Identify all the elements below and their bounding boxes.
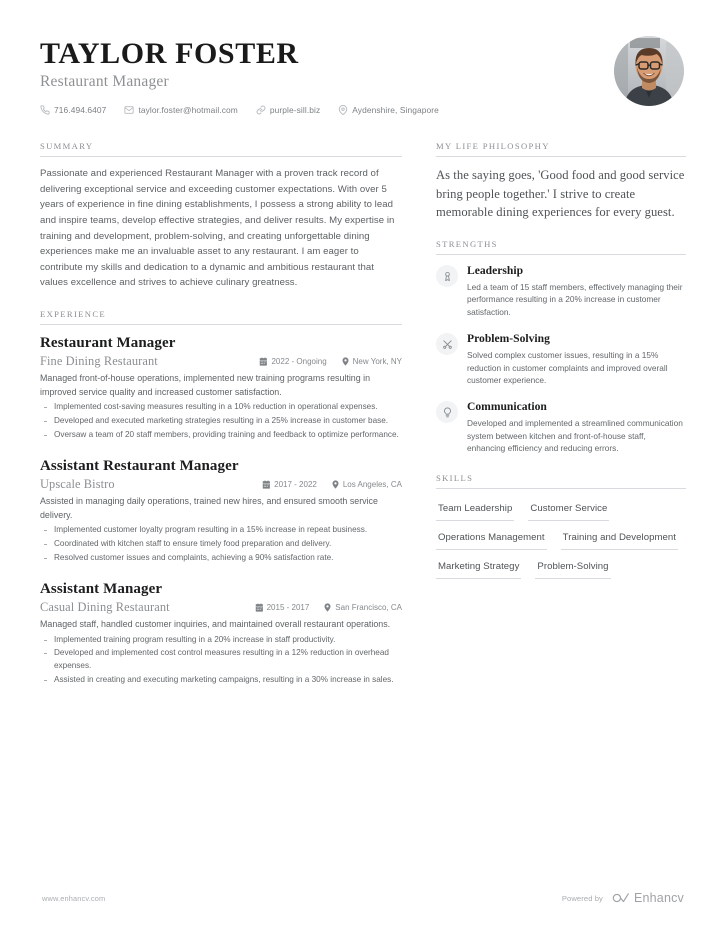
- strength-item: [436, 400, 686, 455]
- experience-dates-text: 2015 - 2017: [266, 603, 310, 613]
- list-item: Oversaw a team of 20 staff members, providing training and feedback to optimize performance.: [40, 429, 402, 442]
- skill-tag: Team Leadership: [436, 498, 514, 521]
- section-experience: [40, 309, 402, 687]
- contact-phone-text: 716.494.6407: [54, 105, 107, 116]
- list-item: Developed and executed marketing strategies resulting in a 25% increase in customer base.: [40, 415, 402, 428]
- location-pin-icon: [338, 105, 348, 115]
- resume-header: [0, 0, 720, 115]
- puzzle-icon: [436, 333, 458, 355]
- enhancv-logo-icon: [612, 892, 629, 904]
- section-divider: [40, 324, 402, 325]
- powered-by-label: Powered by: [561, 893, 603, 903]
- experience-description: Managed front-of-house operations, implemented new training programs resulting in improved service quality and increased customer satisfaction.: [40, 373, 371, 397]
- experience-entry: [40, 580, 402, 687]
- strength-name: Problem-Solving: [467, 332, 550, 346]
- section-title-strengths: STRENGTHS: [436, 239, 498, 250]
- experience-location: [331, 480, 402, 489]
- experience-description: Assisted in managing daily operations, trained new hires, and ensured smooth service delivery.: [40, 496, 378, 520]
- phone-icon: [40, 105, 50, 115]
- section-skills: [436, 473, 686, 585]
- philosophy-text: As the saying goes, 'Good food and good service bring people together.' I strive to create memorable dining experiences for every guest.: [436, 168, 685, 219]
- contact-email-text: taylor.foster@hotmail.com: [138, 105, 238, 116]
- calendar-icon: [259, 357, 268, 366]
- job-title: Restaurant Manager: [40, 73, 169, 91]
- experience-dates: [255, 603, 310, 612]
- list-item: Coordinated with kitchen staff to ensure timely food preparation and delivery.: [40, 538, 402, 551]
- section-divider: [436, 488, 686, 489]
- skill-tag: Customer Service: [528, 498, 609, 521]
- skill-tag: Problem-Solving: [535, 556, 610, 579]
- enhancv-brand-name: Enhancv: [633, 891, 684, 905]
- summary-text: Passionate and experienced Restaurant Manager with a proven track record of delivering exceptional service and exceeding customer expectations. With over 5 years of experience in fine dining establishments, I possess a strong ability to lead and inspire teams, develop effective strategies, and deliver results. My expertise in training and development, problem-solving, and creating unforgettable dining experiences make me an invaluable asset to any restaurant. I am eager to contribute my skills and dedication to a dynamic and ambitious restaurant that values excellence and strives to achieve culinary greatness.: [40, 168, 395, 289]
- experience-dates-text: 2022 - Ongoing: [271, 357, 327, 367]
- experience-location-text: San Francisco, CA: [335, 603, 402, 613]
- experience-company: Upscale Bistro: [40, 477, 115, 492]
- experience-role: Restaurant Manager: [40, 334, 176, 351]
- experience-company: Fine Dining Restaurant: [40, 354, 158, 369]
- strength-name: Communication: [467, 400, 547, 414]
- section-summary: [40, 141, 402, 290]
- experience-bullets: [40, 401, 402, 441]
- section-title-skills: SKILLS: [436, 473, 474, 484]
- calendar-icon: [262, 480, 271, 489]
- experience-location-text: Los Angeles, CA: [342, 480, 402, 490]
- right-column: [436, 141, 686, 603]
- strength-body: [467, 332, 686, 387]
- location-pin-icon: [331, 480, 340, 489]
- avatar: [614, 36, 684, 106]
- location-pin-icon: [323, 603, 332, 612]
- experience-location-text: New York, NY: [352, 357, 402, 367]
- contact-phone[interactable]: [40, 105, 106, 115]
- lightbulb-icon: [436, 401, 458, 423]
- list-item: Assisted in creating and executing marketing campaigns, resulting in a 30% increase in sales.: [40, 674, 402, 687]
- skill-tag: Training and Development: [561, 527, 678, 550]
- strength-item: [436, 264, 686, 319]
- experience-role: Assistant Manager: [40, 580, 163, 597]
- experience-entry: [40, 334, 402, 442]
- footer-brand-block: [562, 891, 684, 905]
- header-text-block: [40, 34, 614, 115]
- footer-website-link[interactable]: www.enhancv.com: [42, 893, 106, 903]
- section-title-philosophy: MY LIFE PHILOSOPHY: [436, 141, 550, 152]
- email-icon: [124, 105, 134, 115]
- resume-columns: [0, 115, 720, 704]
- strength-desc: Developed and implemented a streamlined communication system between kitchen and front-of-house staff, enhancing efficiency and reducing errors.: [467, 417, 683, 454]
- section-divider: [436, 254, 686, 255]
- profile-photo: [614, 36, 684, 106]
- section-title-summary: SUMMARY: [40, 141, 94, 152]
- list-item: Implemented customer loyalty program resulting in a 15% increase in repeat business.: [40, 524, 402, 537]
- section-philosophy: [436, 141, 686, 221]
- strength-name: Leadership: [467, 264, 524, 278]
- contact-email[interactable]: [124, 105, 237, 115]
- section-title-experience: EXPERIENCE: [40, 308, 107, 319]
- strength-body: [467, 264, 686, 319]
- calendar-icon: [255, 603, 264, 612]
- enhancv-brand[interactable]: [612, 891, 684, 905]
- experience-meta: [40, 354, 402, 369]
- contact-location: [338, 105, 439, 115]
- location-pin-icon: [341, 357, 350, 366]
- experience-location: [323, 603, 402, 612]
- experience-bullets: [40, 634, 402, 687]
- strength-desc: Solved complex customer issues, resulting in a 15% reduction in customer complaints and improved overall customer experience.: [467, 349, 668, 386]
- skill-tag: Operations Management: [436, 527, 547, 550]
- section-divider: [436, 156, 686, 157]
- award-person-icon: [436, 265, 458, 287]
- contact-website-text: purple-sill.biz: [269, 105, 321, 116]
- experience-location: [341, 357, 402, 366]
- experience-dates: [262, 480, 317, 489]
- list-item: Implemented cost-saving measures resulting in a 10% reduction in operational expenses.: [40, 401, 402, 414]
- skill-tag: Marketing Strategy: [436, 556, 521, 579]
- list-item: Implemented training program resulting in a 20% increase in staff productivity.: [40, 634, 402, 647]
- strength-desc: Led a team of 15 staff members, effectively managing their performance resulting in a 20% increase in customer satisfaction.: [467, 281, 683, 318]
- list-item: Resolved customer issues and complaints, achieving a 90% satisfaction rate.: [40, 552, 402, 565]
- experience-role: Assistant Restaurant Manager: [40, 457, 239, 474]
- experience-bullets: [40, 524, 402, 564]
- section-strengths: [436, 239, 686, 455]
- skills-list: [436, 498, 686, 585]
- experience-dates: [259, 357, 326, 366]
- list-item: Developed and implemented cost control measures resulting in a 12% reduction in overhead expenses.: [40, 647, 402, 673]
- contact-location-text: Aydenshire, Singapore: [352, 105, 439, 116]
- strength-body: [467, 400, 686, 455]
- section-divider: [40, 156, 402, 157]
- left-column: [40, 141, 402, 704]
- contact-row: [40, 105, 614, 115]
- page-title: TAYLOR FOSTER: [40, 37, 299, 70]
- link-icon: [256, 105, 266, 115]
- experience-meta: [40, 600, 402, 615]
- resume-footer: [0, 891, 720, 905]
- experience-meta: [40, 477, 402, 492]
- experience-entry: [40, 457, 402, 565]
- experience-company: Casual Dining Restaurant: [40, 600, 170, 615]
- contact-website[interactable]: [256, 105, 320, 115]
- strength-item: [436, 332, 686, 387]
- experience-description: Managed staff, handled customer inquiries, and maintained overall restaurant operations.: [40, 619, 391, 630]
- experience-dates-text: 2017 - 2022: [274, 480, 317, 490]
